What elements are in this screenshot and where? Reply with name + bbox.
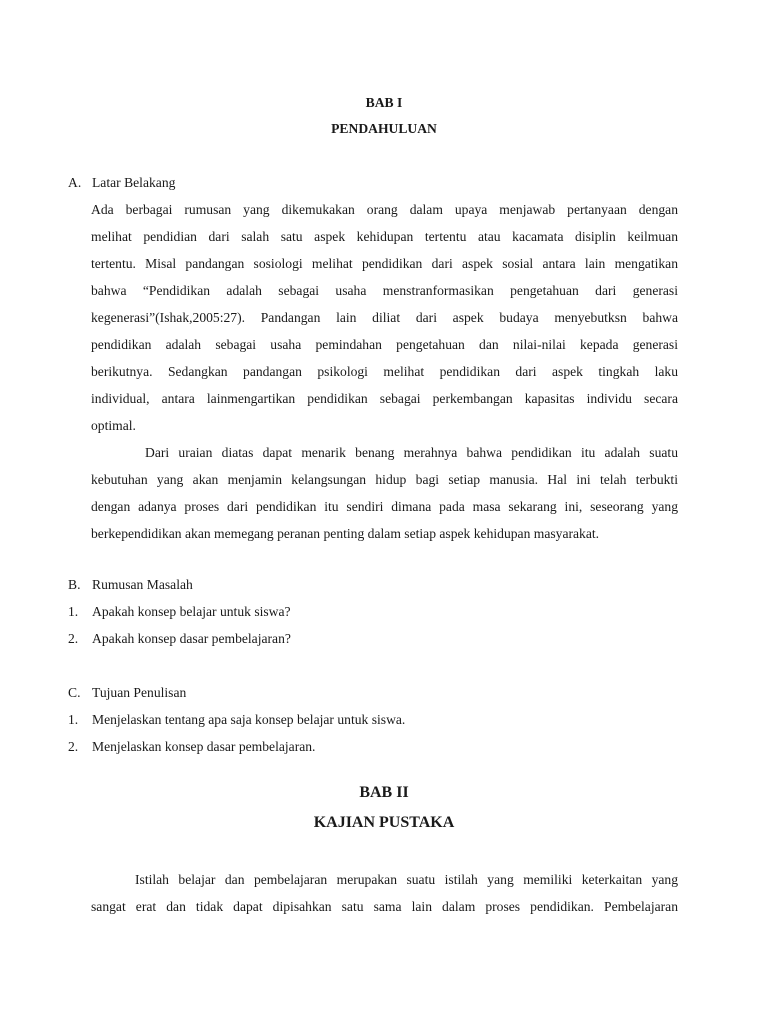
paragraph-line: sangat erat dan tidak dapat dipisahkan satu sama lain dalam proses pendidikan. Pembelajaran [91,899,678,914]
list-number: 2. [68,739,79,754]
chapter-number: BAB I [365,95,403,110]
paragraph-line: Dari uraian diatas dapat menarik benang merahnya bahwa pendidikan itu adalah suatu [145,445,678,460]
list-item: Apakah konsep dasar pembelajaran? [92,631,291,646]
list-number: 1. [68,604,79,619]
section-b-title: Rumusan Masalah [92,577,193,592]
paragraph-line: pendidikan adalah sebagai usaha pemindahan pengetahuan dan nilai-nilai kepada generasi [91,337,678,352]
chapter-title: PENDAHULUAN [331,121,437,136]
list-number: 1. [68,712,79,727]
paragraph-line: berkependidikan akan memegang peranan penting dalam setiap aspek kehidupan masyarakat. [91,526,600,541]
paragraph-line: kegenerasi”(Ishak,2005:27). Pandangan lain diliat dari aspek budaya menyebutksn bahwa [91,310,678,325]
section-b-label: B. [68,577,81,592]
paragraph-line: optimal. [91,418,136,433]
paragraph-line: individual, antara lainmengartikan pendidikan sebagai perkembangan kapasitas individu secara [91,391,678,406]
paragraph-line: Ada berbagai rumusan yang dikemukakan orang dalam upaya menjawab pertanyaan dengan [91,202,678,217]
chapter-2-title: KAJIAN PUSTAKA [313,814,455,831]
paragraph-line: melihat pendidian dari salah satu aspek kehidupan tertentu atau kacamata disiplin keilmuan [91,229,678,244]
paragraph-line: Istilah belajar dan pembelajaran merupakan suatu istilah yang memiliki keterkaitan yang [135,872,678,887]
paragraph-line: kebutuhan yang akan menjamin kelangsungan hidup bagi setiap manusia. Hal ini telah terbukti [91,472,678,487]
chapter-2-number: BAB II [359,784,409,801]
list-item: Menjelaskan konsep dasar pembelajaran. [92,739,316,754]
list-item: Menjelaskan tentang apa saja konsep belajar untuk siswa. [92,712,406,727]
section-a-title: Latar Belakang [92,175,176,190]
paragraph-line: bahwa “Pendidikan adalah sebagai usaha menstranformasikan pengetahuan dari generasi [91,283,678,298]
section-a-label: A. [68,175,82,190]
section-c-title: Tujuan Penulisan [92,685,187,700]
paragraph-line: tertentu. Misal pandangan sosiologi melihat pendidikan dari aspek sosial antara lain mengatikan [91,256,678,271]
section-c-label: C. [68,685,81,700]
list-number: 2. [68,631,79,646]
paragraph-line: dengan adanya proses dari pendidikan itu sendiri dimana pada masa sekarang ini, seseorang yang [91,499,678,514]
paragraph-line: berikutnya. Sedangkan pandangan psikologi melihat pendidikan dari aspek tingkah laku [91,364,678,379]
list-item: Apakah konsep belajar untuk siswa? [92,604,291,619]
